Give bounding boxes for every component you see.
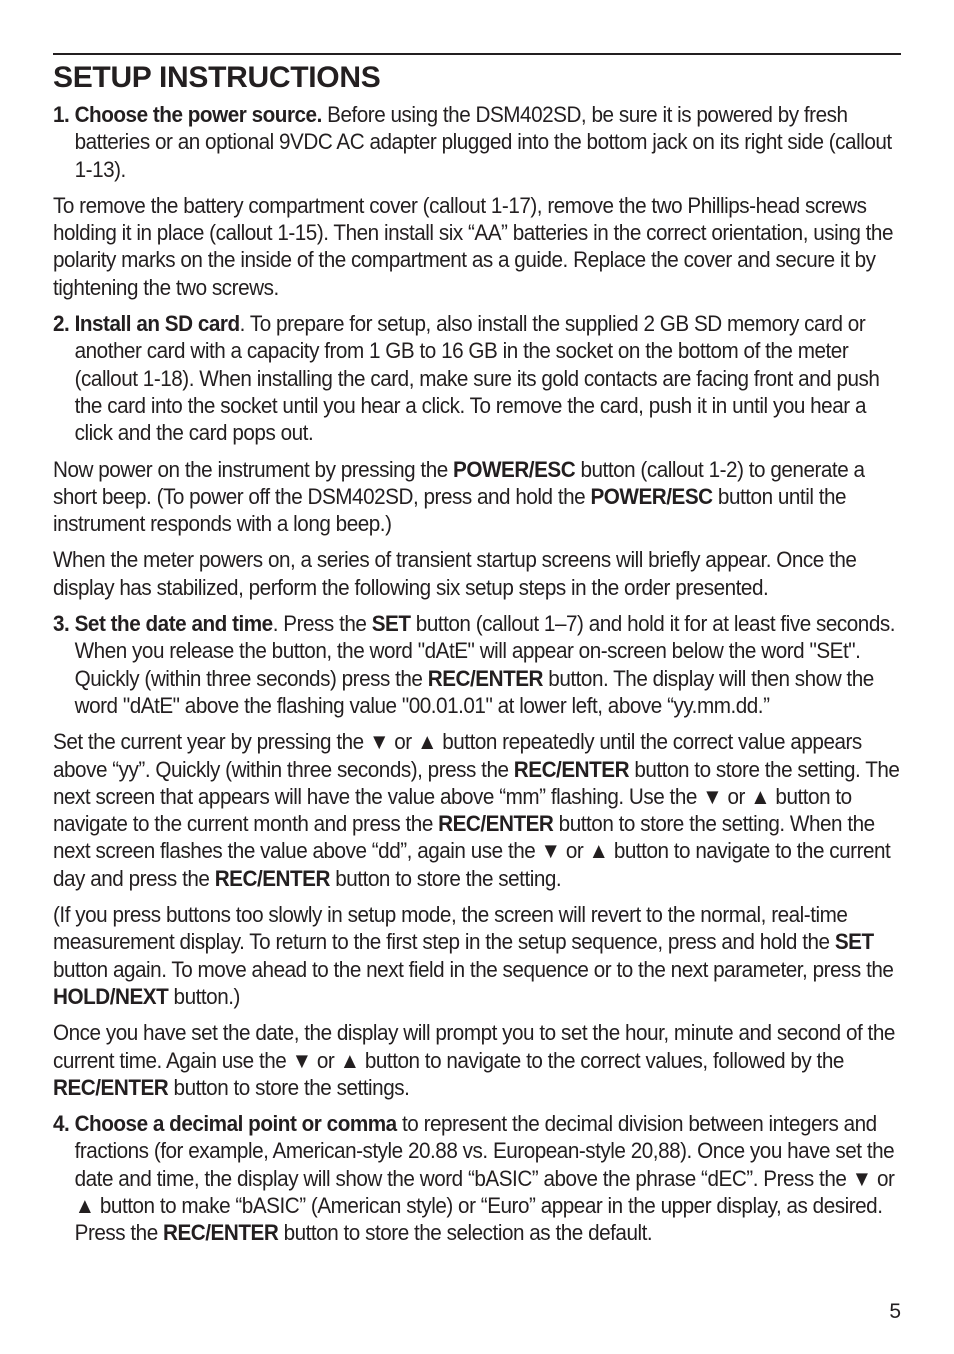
text-run: button to store the selection as the default. <box>278 1220 653 1246</box>
text-run: button to store the settings. <box>168 1074 410 1100</box>
button-name: HOLD/NEXT <box>53 983 169 1009</box>
text-run: button. The display will then show the word "dAtE" above the flashing value "00.01.01" at lower left, above “yy.mm.dd.” <box>74 665 874 718</box>
button-name: REC/ENTER <box>214 865 330 891</box>
text-run: button (callout 1–7) and hold it for at least five seconds. When you release the button, the word "dAtE" will appear on-screen below the word "SEt". Quickly (within three seconds) press the <box>74 611 896 691</box>
paragraph-battery: To remove the battery compartment cover (callout 1-17), remove the two Phillips-head screws holding it in place (callout 1-15). Then install six “AA” batteries in the correct orientation, using the polarity marks on the inside of the compartment as a guide. Replace the cover and secure it by tightening the two screws. <box>53 192 893 300</box>
step-4-title: Choose a decimal point or comma <box>74 1111 397 1137</box>
text-run: Now power on the instrument by pressing the <box>53 456 454 482</box>
step-2 <box>53 310 902 446</box>
step-4-number: 4. <box>53 1111 75 1137</box>
button-name: SET <box>371 611 411 637</box>
text-run: Set the current year by pressing the ▼ or ▲ button repeatedly until the correct value appears above “yy”. Quickly (within three seconds), press the <box>53 729 862 782</box>
button-name: REC/ENTER <box>513 756 630 782</box>
text-run: button again. To move ahead to the next field in the sequence or to the next parameter, press the <box>53 956 894 982</box>
text-run: button to store the setting. The next screen that appears will have the value above “mm” flashing. Use the ▼ or ▲ button to navigate to the current month and press the <box>53 756 900 837</box>
step-3-title: Set the date and time <box>74 611 273 637</box>
step-1-text: Before using the DSM402SD, be sure it is powered by fresh batteries or an optional 9VDC AC adapter plugged into the bottom jack on its right side (callout 1-13). <box>74 102 892 182</box>
button-name: REC/ENTER <box>163 1220 279 1246</box>
text-run: (If you press buttons too slowly in setup mode, the screen will revert to the normal, real-time measurement display. To return to the first step in the setup sequence, press and hold the <box>53 902 848 955</box>
text-run: button to store the setting. <box>329 865 562 891</box>
step-1 <box>53 101 902 183</box>
button-name: REC/ENTER <box>438 811 554 837</box>
step-1-title: Choose the power source. <box>74 102 322 127</box>
step-2-text: . To prepare for setup, also install the supplied 2 GB SD memory card or another card with a capacity from 1 GB to 16 GB in the socket on the bottom of the meter (callout 1-18). When installing the card, make sure its gold contacts are facing front and push the card into the socket until you hear a click. To remove the card, push it in until you hear a click and the card pops out. <box>74 311 880 446</box>
button-name: REC/ENTER <box>427 665 544 691</box>
step-2-title: Install an SD card <box>74 311 240 337</box>
page-number: 5 <box>889 1300 901 1323</box>
button-name: POWER/ESC <box>590 483 713 509</box>
step-3-number: 3. <box>53 611 75 637</box>
step-3 <box>53 610 902 719</box>
paragraph-startup: When the meter powers on, a series of transient startup screens will briefly appear. Once the display has stabilized, perform the following six setup steps in the order presented. <box>53 547 857 600</box>
step-1-number: 1. <box>53 102 75 127</box>
paragraph-time <box>53 1019 901 1101</box>
button-name: SET <box>834 929 874 955</box>
button-name: POWER/ESC <box>453 456 576 482</box>
text-run: . Press the <box>272 611 372 637</box>
text-run: button.) <box>168 983 240 1009</box>
text-run: Once you have set the date, the display will prompt you to set the hour, minute and second of the current time. Again use the ▼ or ▲ button to navigate to the correct values, followed by the <box>53 1020 895 1073</box>
top-rule <box>53 53 901 55</box>
paragraph-year <box>53 728 901 892</box>
page-content <box>53 53 901 1256</box>
step-2-number: 2. <box>53 311 75 337</box>
page-title: SETUP INSTRUCTIONS <box>53 61 381 94</box>
button-name: REC/ENTER <box>53 1074 169 1100</box>
text-run: button (callout 1-2) to generate a short beep. (To power off the DSM402SD, press and hold the <box>53 456 865 509</box>
text-run: button to store the setting. When the next screen flashes the value above “dd”, again use the ▼ or ▲ button to navigate to the current day and press the <box>53 811 891 891</box>
paragraph-slow <box>53 901 901 1010</box>
text-run: button until the instrument responds with a long beep.) <box>53 483 847 537</box>
paragraph-power <box>53 456 901 538</box>
step-4 <box>53 1110 902 1246</box>
text-run: to represent the decimal division between integers and fractions (for example, American-style 20.88 vs. European-style 20,88). Once you have set the date and time, the display will show the word “bASIC” above the phrase “dEC”. Press the ▼ or ▲ button to make “bASIC” (American style) or “Euro” appear in the upper display, as desired. Press the <box>74 1111 895 1246</box>
